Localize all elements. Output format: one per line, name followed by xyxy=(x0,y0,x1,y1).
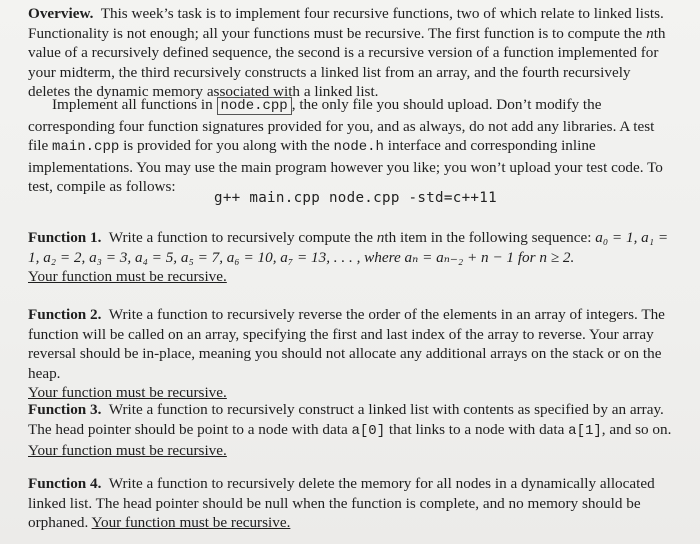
implement-text-1: Implement all functions in xyxy=(52,96,217,113)
function-2-heading: Function 2. xyxy=(28,306,102,323)
function-1-text-1: Write a function to recursively compute the xyxy=(108,229,377,246)
function-3-text-3: , and so on. xyxy=(601,420,672,438)
function-3-text-1: Write a function to recursively construct a linked list with contents as specified by an array. The head pointer should be point to a node with data xyxy=(28,401,664,438)
function-4-requirement: Your function must be recursive. xyxy=(91,514,291,532)
function-2-requirement: Your function must be recursive. xyxy=(28,384,227,402)
function-1-sequence: a₀ = 1, a₁ = 1, a₂ = 2, a₃ = 3, a₄ = 5, a₅ = 7, a₆ = 10, a₇ = 13, . . . , where aₙ = aₙ₋₂ + n − 1 for n ≥ 2. xyxy=(28,229,669,266)
overview-text-1: This week’s task is to implement four recursive functions, two of which relate to linked lists. Functionality is not enough; all your functions must be recursive. The first function is to compute the xyxy=(28,5,664,42)
function-3-requirement: Your function must be recursive. xyxy=(28,442,227,460)
function-3-text-2: that links to a node with data xyxy=(385,420,569,438)
function-3-paragraph xyxy=(28,400,672,461)
overview-paragraph xyxy=(28,4,672,102)
function-3-code-2: a[1] xyxy=(568,422,602,439)
function-2-paragraph xyxy=(28,305,672,403)
function-1-text-2: th item in the following sequence: xyxy=(384,229,596,246)
function-2-text: Write a function to recursively reverse the order of the elements in an array of integers. The function will be called on an array, specifying the first and last index of the array to reverse. Your array reversal should be in-place, meaning you should not allocate any additional arrays on the stack or on the heap. xyxy=(28,306,665,382)
implement-paragraph xyxy=(28,95,672,197)
function-4-heading: Function 4. xyxy=(28,475,102,492)
overview-text-2: th value of a recursively defined sequence, the second is a recursive version of a function implemented for your midterm, the third recursively constructs a linked list from an array, and the fourth recursively deletes the dynamic memory associated with a linked list. xyxy=(28,24,666,101)
function-1-heading: Function 1. xyxy=(28,229,102,246)
function-1-paragraph xyxy=(28,228,672,287)
function-3-heading: Function 3. xyxy=(28,401,102,418)
test-file-name: main.cpp xyxy=(52,139,120,156)
implement-text-4: interface and corresponding inline implementations. You may use the main program however you like; you won’t upload your test code. To test, compile as follows: xyxy=(28,137,663,196)
implement-text-3: is provided for you along with the xyxy=(119,137,334,155)
function-1-requirement: Your function must be recursive. xyxy=(28,268,227,286)
header-file-name: node.h xyxy=(333,139,384,156)
overview-nth: n xyxy=(646,24,654,42)
overview-heading: Overview. xyxy=(28,5,94,22)
function-3-code-1: a[0] xyxy=(351,422,386,439)
function-4-text: Write a function to recursively delete the memory for all nodes in a dynamically allocated linked list. The head pointer should be null when the function is complete, and no memory should be orphaned. xyxy=(28,475,655,532)
compile-command: g++ main.cpp node.cpp -std=c++11 xyxy=(214,190,497,206)
function-1-n: n xyxy=(376,229,385,246)
function-4-paragraph xyxy=(28,474,672,533)
implement-text-2: , the only file you should upload. Don’t modify the corresponding four function signatures provided for you, and as always, do not add any libraries. A test file xyxy=(28,96,655,155)
upload-file-name: node.cpp xyxy=(217,97,292,115)
